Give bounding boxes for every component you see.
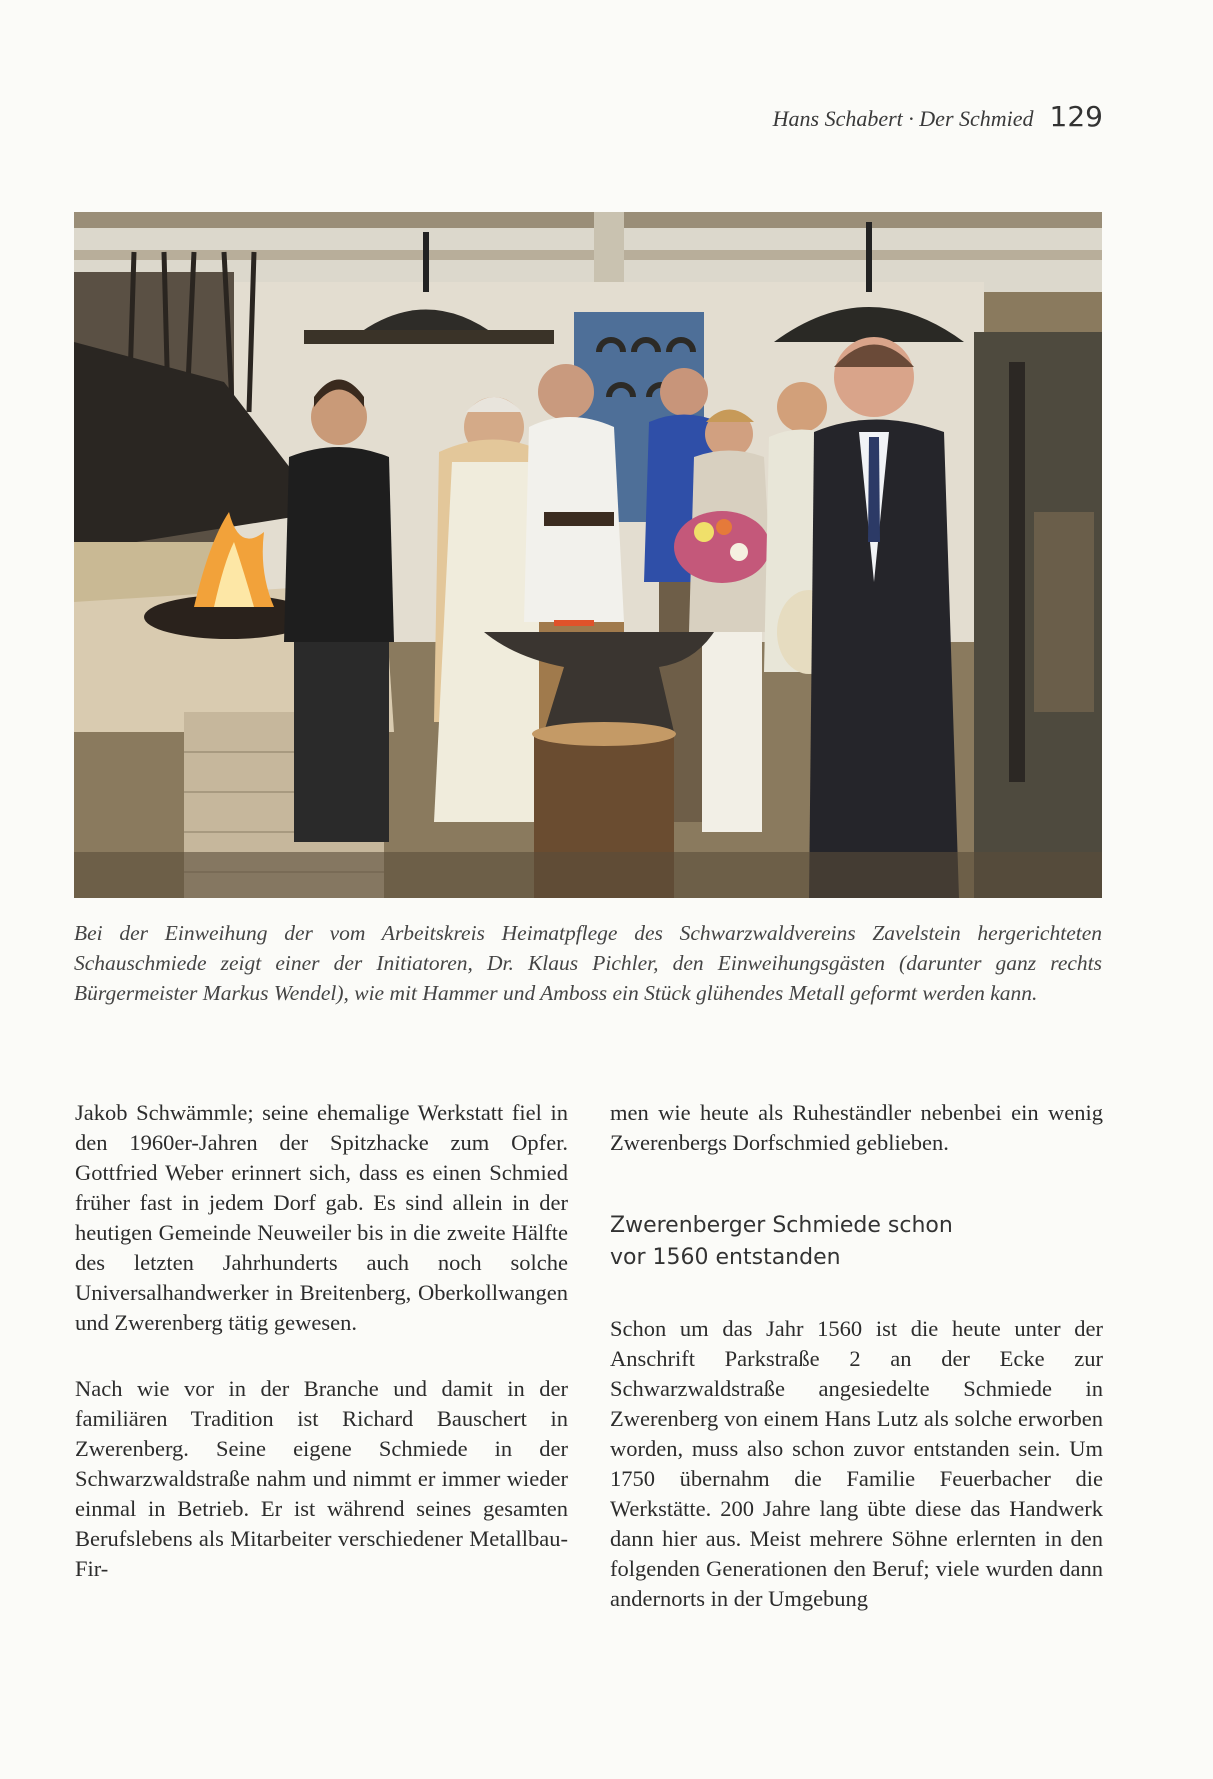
section-heading-line1: Zwerenberger Schmiede schon [610, 1213, 953, 1238]
right-column [610, 1098, 1103, 1614]
body-paragraph: Schon um das Jahr 1560 ist die heute unter der Anschrift Parkstraße 2 an der Ecke zur Schwarzwaldstraße angesiedelte Schmiede in Zwerenberg von einem Hans Lutz als solche erworben worden, muss also schon zuvor entstanden sein. Um 1750 übernahm die Familie Feuerbacher die Werkstätte. 200 Jahre lang übte diese das Handwerk dann hier aus. Meist mehrere Söhne erlernten in den folgenden Generationen den Beruf; viele wurden dann andernorts in der Umgebung [610, 1316, 1103, 1611]
running-head-title: Hans Schabert · Der Schmied [772, 106, 1034, 131]
photo-caption: Bei der Einweihung der vom Arbeitskreis Heimatpflege des Schwarzwaldvereins Zavelstein hergerichteten Schauschmiede zeigt einer der Initiatoren, Dr. Klaus Pichler, den Einweihungsgästen (darunter ganz rechts Bürgermeister Markus Wendel), wie mit Hammer und Amboss ein Stück glühendes Metall geformt werden kann. [74, 921, 1102, 1005]
section-heading [610, 1210, 1103, 1274]
body-paragraph: Nach wie vor in der Branche und damit in der familiären Tradition ist Richard Bauschert in Zwerenberg. Seine eigene Schmiede in der Schwarzwaldstraße nahm und nimmt er immer wieder einmal in Betrieb. Er ist während seines gesamten Berufslebens als Mitarbeiter verschiedener Metallbau-Fir- [75, 1376, 568, 1581]
section-heading-line2: vor 1560 entstanden [610, 1245, 841, 1270]
page-number: 129 [1049, 100, 1103, 133]
photograph-illustration [74, 212, 1102, 898]
body-paragraph: men wie heute als Ruheständler nebenbei ein wenig Zwerenbergs Dorfschmied geblieben. [610, 1100, 1103, 1155]
running-head [773, 100, 1103, 133]
forge-photograph [74, 212, 1102, 898]
body-paragraph: Jakob Schwämmle; seine ehemalige Werkstatt fiel in den 1960er-Jahren der Spitzhacke zum Opfer. Gottfried Weber erinnert sich, dass es einen Schmied früher fast in jedem Dorf gab. Es sind allein in der heutigen Gemeinde Neuweiler bis in die zweite Hälfte des letzten Jahrhunderts auch noch solche Universalhandwerker in Breitenberg, Oberkollwangen und Zwerenberg tätig gewesen. [75, 1100, 568, 1335]
left-column [75, 1098, 568, 1584]
